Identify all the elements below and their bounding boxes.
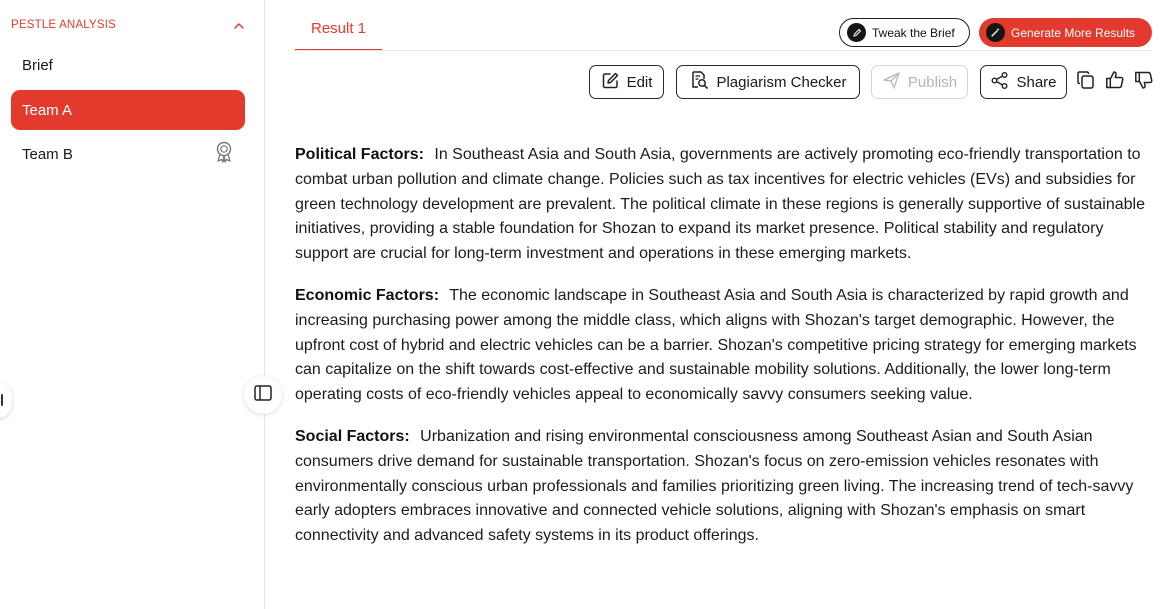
sidebar-panel-icon	[254, 385, 272, 406]
edit-icon	[601, 71, 620, 94]
share-button[interactable]	[980, 65, 1067, 99]
sidebar-item-label: Brief	[22, 56, 53, 74]
political-factors-paragraph	[295, 143, 1151, 267]
sidebar-item-brief[interactable]	[11, 45, 245, 85]
section-text: The economic landscape in Southeast Asia and South Asia is characterized by rapid growth and increasing purchasing power among the middle class, which aligns with Shozan's target demographic. However, the upfront cost of hybrid and electric vehicles can be a barrier. Shozan's competitive pricing strategy for emerging markets can capitalize on the shift towards cost-effective and sustainable mobility solutions. Additionally, the lower long-term operating costs of eco-friendly vehicles appeal to economically savvy consumers seeking value.	[295, 286, 1137, 404]
thumbs-up-icon	[1105, 70, 1125, 95]
thumbs-down-button[interactable]	[1133, 71, 1155, 93]
section-text: In Southeast Asia and South Asia, governments are actively promoting eco-friendly transportation to combat urban pollution and climate change. Policies such as tax incentives for electric vehicles (EVs) and subsidies for green technology development are prevalent. The political climate in these regions is generally supportive of sustainable initiatives, providing a stable foundation for Shozan to expand its market presence. Political stability and regulatory support are crucial for long-term investment and operations in these emerging markets.	[295, 146, 1145, 263]
tweak-brief-button[interactable]	[839, 18, 970, 47]
copy-button[interactable]	[1075, 71, 1097, 93]
edit-label: Edit	[626, 73, 653, 91]
social-factors-paragraph	[295, 425, 1151, 549]
tab-label: Result 1	[310, 20, 367, 37]
publish-button[interactable]	[871, 65, 968, 99]
sidebar-item-team-b[interactable]	[11, 134, 245, 174]
chevron-up-icon[interactable]	[233, 19, 245, 31]
plagiarism-checker-label: Plagiarism Checker	[716, 73, 847, 91]
copy-icon	[1076, 70, 1096, 95]
generate-more-label: Generate More Results	[1011, 25, 1136, 40]
thumbs-down-icon	[1134, 70, 1154, 95]
edit-button[interactable]	[589, 65, 664, 99]
sidebar	[0, 0, 265, 609]
section-heading: Social Factors:	[295, 427, 410, 445]
sidebar-collapse-button[interactable]	[244, 376, 282, 414]
publish-label: Publish	[907, 73, 958, 91]
sidebar-section-title: PESTLE ANALYSIS	[11, 19, 117, 31]
tweak-brief-label: Tweak the Brief	[872, 25, 955, 40]
left-panel-toggle[interactable]	[0, 382, 12, 418]
magic-wand-icon	[986, 23, 1005, 42]
section-heading: Political Factors:	[295, 146, 424, 163]
sidebar-item-team-a[interactable]	[11, 90, 245, 130]
pencil-icon	[847, 23, 866, 42]
share-icon	[990, 71, 1009, 94]
award-ribbon-icon	[214, 141, 234, 167]
section-text: Urbanization and rising environmental consciousness among Southeast Asian and South Asian consumers drive demand for sustainable transportation. Shozan's focus on zero-emission vehicles resonates with environmentally conscious urban professionals and families prioritizing green living. The increasing trend of tech-savvy early adopters embraces innovative and connected vehicle solutions, aligning with Shozan's emphasis on smart connectivity and advanced safety systems in its product offerings.	[295, 427, 1134, 545]
section-heading: Economic Factors:	[295, 286, 440, 304]
generate-more-button[interactable]	[979, 18, 1152, 47]
economic-factors-paragraph	[295, 284, 1151, 408]
send-icon	[882, 71, 901, 94]
plagiarism-checker-button[interactable]	[676, 65, 860, 99]
result-content	[295, 143, 1151, 566]
document-search-icon	[689, 70, 709, 94]
tab-divider	[295, 50, 1152, 51]
thumbs-up-button[interactable]	[1104, 71, 1126, 93]
sidebar-item-label: Team B	[22, 145, 73, 163]
sidebar-item-label: Team A	[22, 101, 73, 119]
share-label: Share	[1016, 73, 1057, 91]
sidebar-section-header[interactable]	[11, 17, 245, 33]
tab-result-1[interactable]	[295, 20, 382, 51]
